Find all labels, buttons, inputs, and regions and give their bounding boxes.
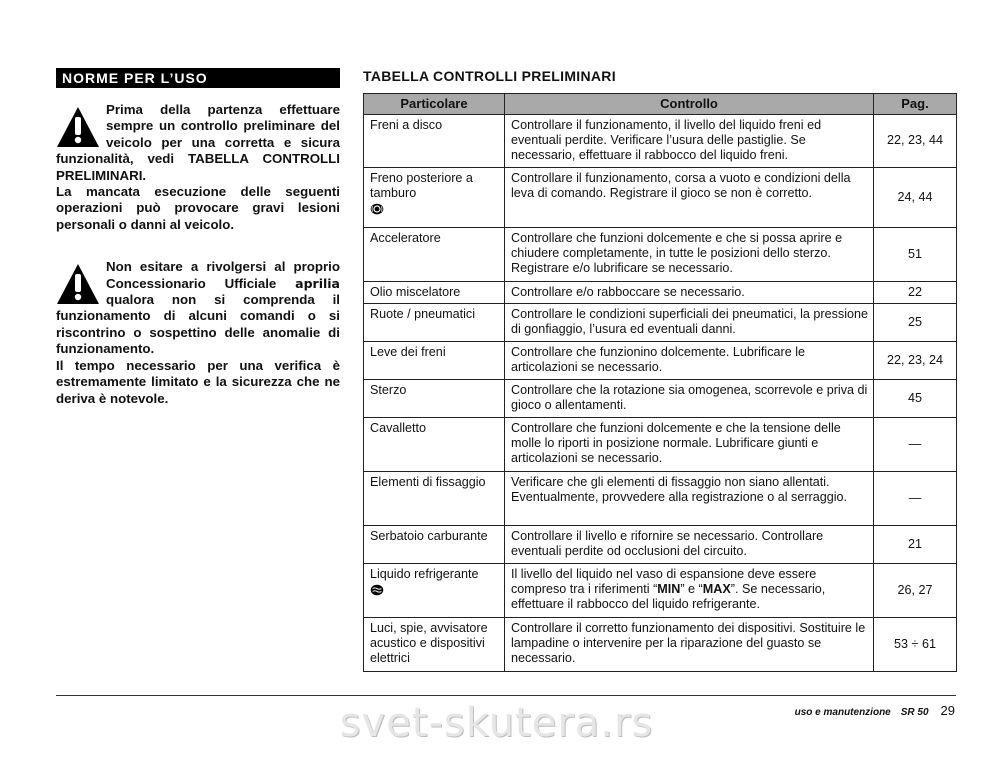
page-cell: 51: [874, 228, 957, 282]
table-header-row: [364, 94, 957, 115]
part-label: Freno posteriore a tamburo: [370, 171, 473, 201]
part-cell: Luci, spie, avvisatore acustico e dispositivi elettrici: [364, 618, 505, 672]
table-row: [364, 418, 957, 472]
page-cell: 25: [874, 304, 957, 342]
usage-rules-column: [56, 68, 340, 407]
part-cell: Ruote / pneumatici: [364, 304, 505, 342]
page-cell: —: [874, 418, 957, 472]
table-row: [364, 115, 957, 168]
check-cell: Controllare il livello e rifornire se necessario. Controllare eventuali perdite od occlusioni del circuito.: [505, 526, 874, 564]
table-row: [364, 168, 957, 228]
warning-block-1: [56, 102, 340, 233]
warning-2-text-start: Non esitare a rivolgersi al proprio Concessionario Ufficiale: [106, 259, 340, 291]
warning-2-text-end: qualora non si comprenda il funzionamento di alcuni comandi o si riscontrino o sospettino delle anomalie di funzionamento.: [56, 292, 340, 357]
header-page: Pag.: [874, 94, 957, 115]
page-cell: 22: [874, 282, 957, 304]
coolant-check-text-c: ”. Se necessario, effettuare il rabbocco del liquido refrigerante.: [511, 582, 826, 612]
check-cell: Controllare che funzioni dolcemente e che si possa aprire e chiudere completamente, in tutte le posizioni dello sterzo. Registrare e/o lubrificare se necessario.: [505, 228, 874, 282]
check-cell: Controllare e/o rabboccare se necessario.: [505, 282, 874, 304]
max-marker: MAX: [702, 582, 731, 597]
table-row: [364, 526, 957, 564]
table-row: [364, 380, 957, 418]
check-cell: Verificare che gli elementi di fissaggio non siano allentati. Eventualmente, provvedere alla registrazione o al serraggio.: [505, 472, 874, 526]
coolant-symbol-icon: [370, 584, 384, 596]
warning-1-consequence: La mancata esecuzione delle seguenti operazioni può provocare gravi lesioni personali o danni al veicolo.: [56, 184, 340, 232]
part-cell: Elementi di fissaggio: [364, 472, 505, 526]
warning-triangle-icon: [56, 263, 100, 305]
check-cell: Controllare che funzioni dolcemente e che la tensione delle molle lo riporti in posizione normale. Lubrificare giunti e articolazioni se necessario.: [505, 418, 874, 472]
header-part: Particolare: [364, 94, 505, 115]
min-marker: MIN: [657, 582, 681, 597]
check-cell: Controllare il funzionamento, corsa a vuoto e condizioni della leva di comando. Registrare il gioco se non è corretto.: [505, 168, 874, 228]
page-cell: 53 ÷ 61: [874, 618, 957, 672]
table-row: [364, 564, 957, 618]
page-number: 29: [940, 703, 955, 718]
part-cell: Acceleratore: [364, 228, 505, 282]
check-cell: [505, 564, 874, 618]
brand-name: aprilia: [295, 275, 340, 291]
header-check: Controllo: [505, 94, 874, 115]
part-cell: Serbatoio carburante: [364, 526, 505, 564]
page-cell: 24, 44: [874, 168, 957, 228]
page-cell: 21: [874, 526, 957, 564]
preliminary-checks-column: [363, 68, 956, 672]
page-cell: 22, 23, 44: [874, 115, 957, 168]
brake-symbol-icon: [370, 203, 384, 215]
check-cell: Controllare il funzionamento, il livello del liquido freni ed eventuali perdite. Verificare l’usura delle pastiglie. Se necessario, effettuare il rabbocco del liquido freni.: [505, 115, 874, 168]
table-row: [364, 228, 957, 282]
table-row: [364, 472, 957, 526]
site-watermark: svet-skutera.rs: [339, 700, 654, 746]
part-cell: Sterzo: [364, 380, 505, 418]
warning-block-2: [56, 259, 340, 407]
page-cell: 45: [874, 380, 957, 418]
table-row: [364, 618, 957, 672]
part-cell: [364, 564, 505, 618]
page-cell: 22, 23, 24: [874, 342, 957, 380]
part-cell: Freni a disco: [364, 115, 505, 168]
check-cell: Controllare il corretto funzionamento dei dispositivi. Sostituire le lampadine o intervenire per la riparazione del guasto se necessario.: [505, 618, 874, 672]
part-cell: Cavalletto: [364, 418, 505, 472]
preliminary-checks-table: [363, 93, 957, 672]
warning-2-benefit: Il tempo necessario per una verifica è estremamente limitato e la sicurezza che ne deriva è notevole.: [56, 357, 340, 406]
part-label: Liquido refrigerante: [370, 567, 479, 581]
part-cell: Leve dei freni: [364, 342, 505, 380]
table-row: [364, 282, 957, 304]
check-cell: Controllare che la rotazione sia omogenea, scorrevole e priva di gioco o allentamenti.: [505, 380, 874, 418]
coolant-check-text-b: ” e “: [680, 582, 703, 597]
coolant-check-text-a: Il livello del liquido nel vaso di espansione deve essere compreso tra i riferimenti “: [511, 567, 817, 597]
page-cell: —: [874, 472, 957, 526]
footer-rule: [56, 695, 956, 696]
part-cell: [364, 168, 505, 228]
warning-triangle-icon: [56, 106, 100, 148]
table-row: [364, 342, 957, 380]
footer-section: uso e manutenzione: [794, 707, 891, 718]
page-cell: 26, 27: [874, 564, 957, 618]
warning-1-text: Prima della partenza effettuare sempre un controllo preliminare del veicolo per una corretta e sicura funzionalità, vedi TABELLA CONTROLLI PRELIMINARI.: [56, 102, 340, 183]
usage-rules-heading: NORME PER L’USO: [56, 68, 340, 88]
table-row: [364, 304, 957, 342]
check-cell: Controllare che funzionino dolcemente. Lubrificare le articolazioni se necessario.: [505, 342, 874, 380]
table-title: TABELLA CONTROLLI PRELIMINARI: [363, 68, 616, 84]
part-cell: Olio miscelatore: [364, 282, 505, 304]
footer-model: SR 50: [900, 707, 929, 718]
check-cell: Controllare le condizioni superficiali dei pneumatici, la pressione di gonfiaggio, l’usura ed eventuali danni.: [505, 304, 874, 342]
